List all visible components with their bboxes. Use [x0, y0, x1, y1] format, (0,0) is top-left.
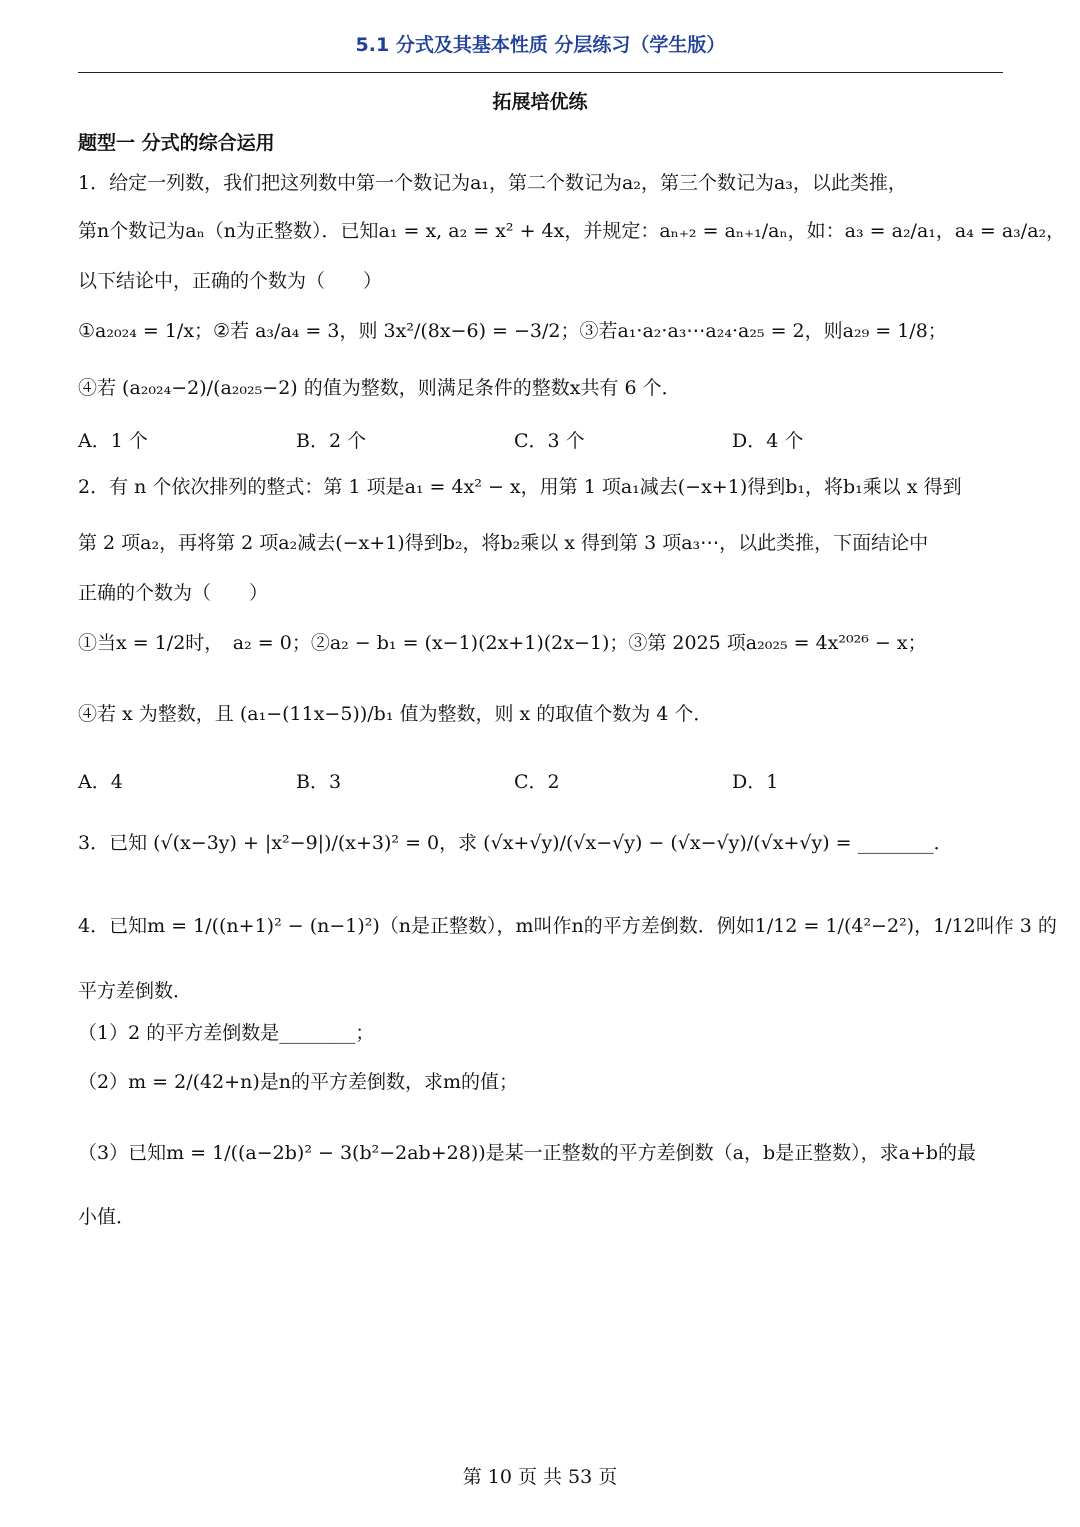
- q4-part3-cont: 小值．: [78, 1206, 136, 1228]
- q1-line5: ④若 (a₂₀₂₄−2)/(a₂₀₂₅−2) 的值为整数，则满足条件的整数x共有 6 个．: [78, 377, 681, 399]
- q4-line1: 4．已知m = 1/((n+1)² − (n−1)²)（n是正整数），m叫作n的平方差倒数．例如1/12 = 1/(4²−2²)，1/12叫作 3 的: [78, 915, 1057, 937]
- q2-option-d[interactable]: D．1: [732, 771, 779, 793]
- q2-line3: 正确的个数为（ ）: [78, 582, 269, 604]
- q1-line2: 第n个数记为aₙ（n为正整数）．已知a₁ = x, a₂ = x² + 4x，并规定：aₙ₊₂ = aₙ₊₁/aₙ，如：a₃ = a₂/a₁，a₄ = a₃/a₂，: [78, 220, 1066, 242]
- q1-option-b[interactable]: B．2 个: [296, 430, 367, 452]
- q4-part1: （1）2 的平方差倒数是________；: [78, 1022, 375, 1044]
- q2-line2: 第 2 项a₂，再将第 2 项a₂减去(−x+1)得到b₂，将b₂乘以 x 得到第 3 项a₃⋯，以此类推，下面结论中: [78, 532, 929, 554]
- q1-option-a[interactable]: A．1 个: [78, 430, 148, 452]
- q2-line1: 2．有 n 个依次排列的整式：第 1 项是a₁ = 4x² − x，用第 1 项a₁减去(−x+1)得到b₁，将b₁乘以 x 得到: [78, 476, 962, 498]
- q4-line2: 平方差倒数．: [78, 980, 193, 1002]
- section-title: 拓展培优练: [492, 91, 588, 113]
- question-type-title: 题型一 分式的综合运用: [78, 132, 275, 154]
- q2-option-b[interactable]: B．3: [296, 771, 342, 793]
- q2-line5: ④若 x 为整数，且 (a₁−(11x−5))/b₁ 值为整数，则 x 的取值个数为 4 个．: [78, 703, 713, 725]
- q1-line1: 1．给定一列数，我们把这列数中第一个数记为a₁，第二个数记为a₂，第三个数记为a₃，以此类推，: [78, 172, 907, 194]
- q1-option-c[interactable]: C．3 个: [514, 430, 585, 452]
- q2-option-a[interactable]: A．4: [78, 771, 123, 793]
- q1-option-d[interactable]: D．4 个: [732, 430, 804, 452]
- page-header-title: 5.1 分式及其基本性质 分层练习（学生版）: [355, 34, 726, 56]
- q2-line4: ①当x = 1/2时， a₂ = 0；②a₂ − b₁ = (x−1)(2x+1)(2x−1)；③第 2025 项a₂₀₂₅ = 4x²⁰²⁶ − x；: [78, 632, 927, 654]
- q3-text: 3．已知 (√(x−3y) + |x²−9|)/(x+3)² = 0，求 (√x+√y)/(√x−√y) − (√x−√y)/(√x+√y) = ________．: [78, 832, 953, 854]
- header-divider: [78, 72, 1003, 73]
- q1-line4: ①a₂₀₂₄ = 1/x；②若 a₃/a₄ = 3，则 3x²/(8x−6) = −3/2；③若a₁·a₂·a₃⋯a₂₄·a₂₅ = 2，则a₂₉ = 1/8；: [78, 320, 947, 342]
- q2-option-c[interactable]: C．2: [514, 771, 560, 793]
- page-footer: 第 10 页 共 53 页: [462, 1466, 618, 1488]
- q1-line3: 以下结论中，正确的个数为（ ）: [78, 270, 383, 292]
- q4-part3: （3）已知m = 1/((a−2b)² − 3(b²−2ab+28))是某一正整数的平方差倒数（a，b是正整数），求a+b的最: [78, 1142, 977, 1164]
- q4-part2: （2）m = 2/(42+n)是n的平方差倒数，求m的值；: [78, 1071, 519, 1093]
